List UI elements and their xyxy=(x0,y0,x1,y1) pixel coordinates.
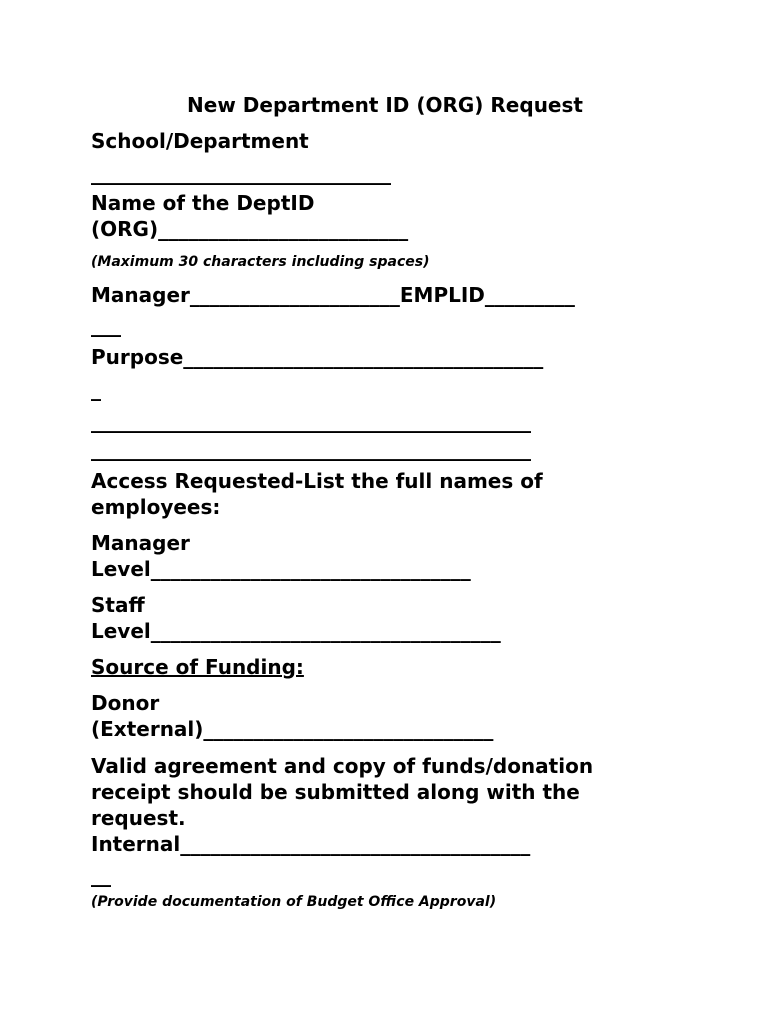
dept-name-label: Name of the DeptID xyxy=(91,191,315,215)
valid-agreement-text-line-2: receipt should be submitted along with the xyxy=(91,780,580,804)
internal-field[interactable]: Internal___________________________________ xyxy=(91,832,531,856)
access-requested-heading: Access Requested-List the full names of xyxy=(91,469,543,493)
manager-level-field[interactable]: Level________________________________ xyxy=(91,557,471,581)
purpose-field[interactable]: Purpose____________________________________ xyxy=(91,345,544,369)
dept-name-field[interactable]: (ORG)_________________________ xyxy=(91,217,409,241)
manager-level-label: Manager xyxy=(91,531,190,555)
purpose-blank-line-1[interactable]: ____________________________________________ xyxy=(91,409,531,433)
purpose-blank-line-2[interactable]: ____________________________________________ xyxy=(91,437,531,461)
school-department-field[interactable]: ______________________________ xyxy=(91,161,391,185)
page-title: New Department ID (ORG) Request xyxy=(187,93,583,117)
internal-note: (Provide documentation of Budget Office Approval) xyxy=(91,894,497,910)
donor-external-field[interactable]: (External)_____________________________ xyxy=(91,717,494,741)
access-requested-heading-continued: employees: xyxy=(91,495,221,519)
source-of-funding-heading: Source of Funding: xyxy=(91,655,304,679)
valid-agreement-text-line-1: Valid agreement and copy of funds/donation xyxy=(91,754,594,778)
staff-level-field[interactable]: Level___________________________________ xyxy=(91,619,501,643)
staff-level-label: Staff xyxy=(91,593,145,617)
school-department-label: School/Department xyxy=(91,129,309,153)
manager-emplid-field[interactable]: Manager_____________________EMPLID_________ xyxy=(91,283,575,307)
purpose-field-continued[interactable]: _ xyxy=(91,377,101,401)
donor-label: Donor xyxy=(91,691,160,715)
manager-emplid-field-continued[interactable]: ___ xyxy=(91,313,121,337)
dept-name-note: (Maximum 30 characters including spaces) xyxy=(91,254,430,270)
internal-field-continued[interactable]: __ xyxy=(91,863,111,887)
valid-agreement-text-line-3: request. xyxy=(91,806,186,830)
